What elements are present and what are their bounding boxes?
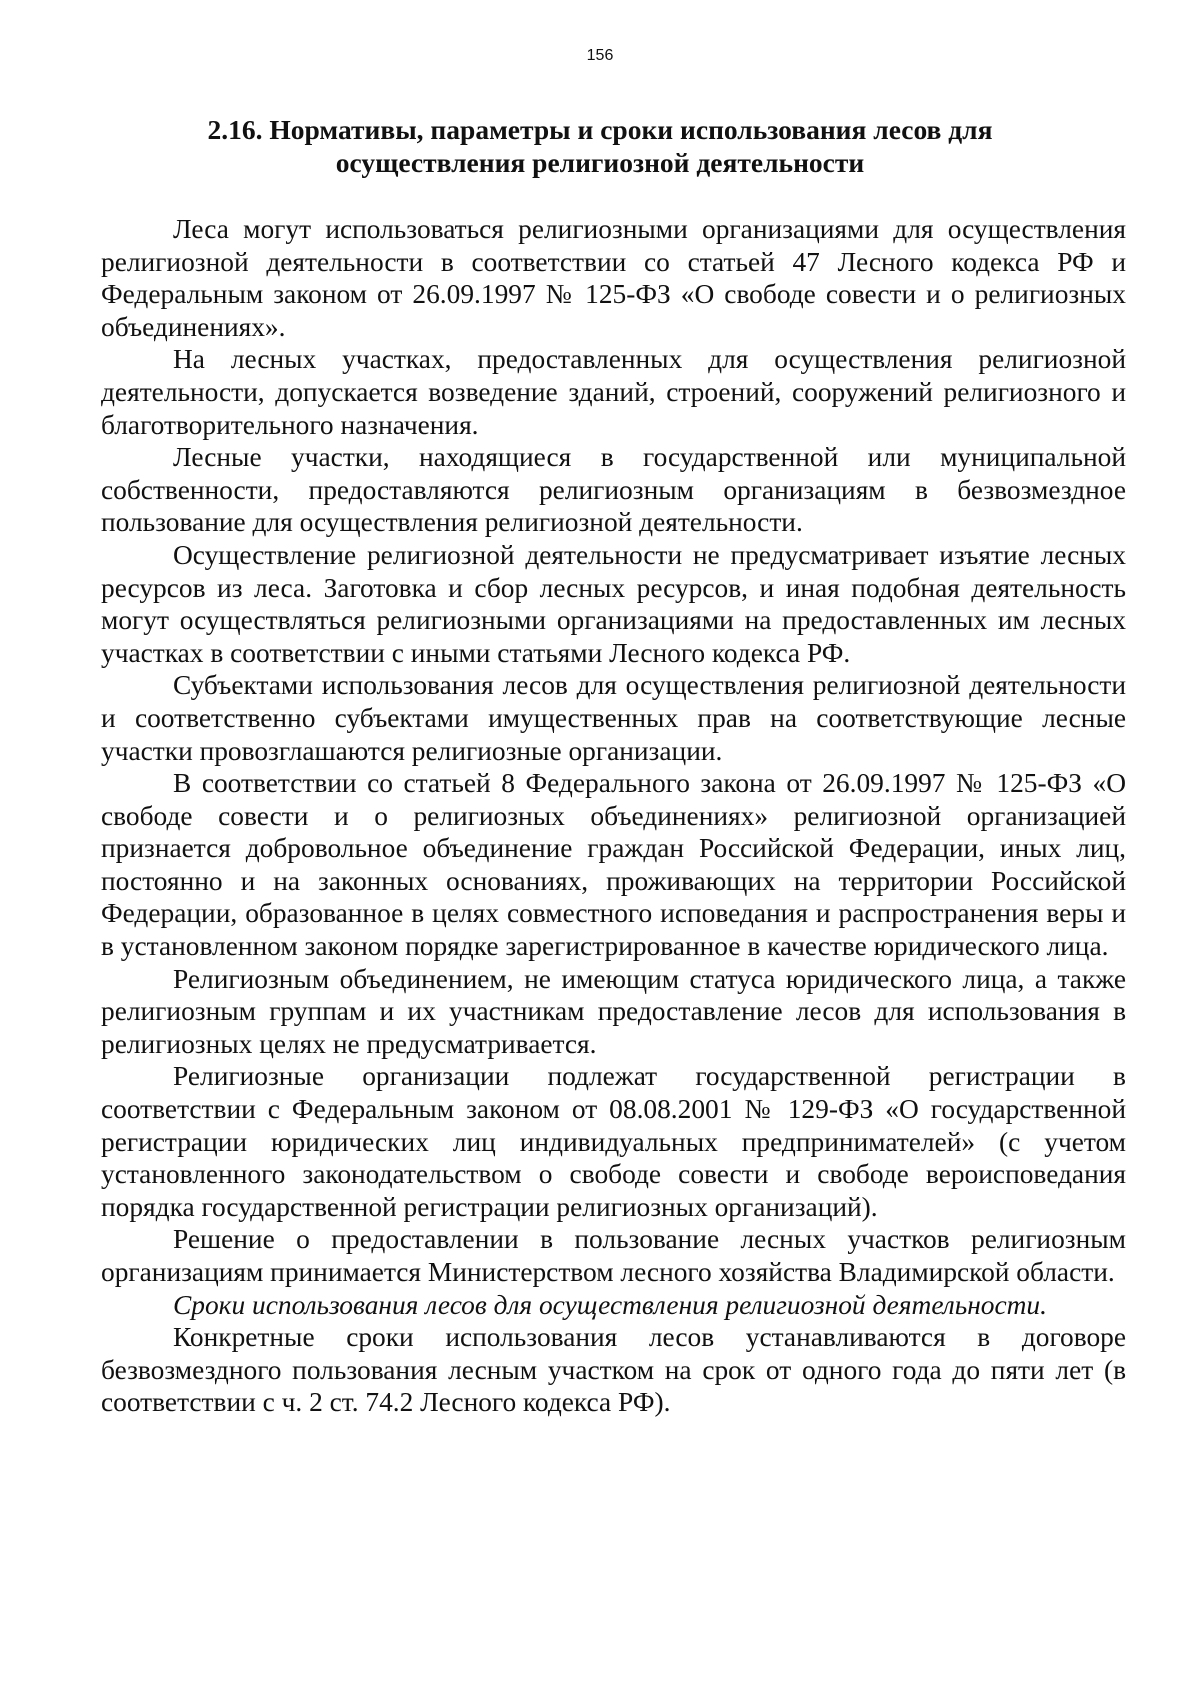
document-body (101, 213, 1126, 1419)
paragraph: Конкретные сроки использования лесов устанавливаются в договоре безвозмездного пользования лесным участком на срок от одного года до пяти лет (в соответствии с ч. 2 ст. 74.2 Лесного кодекса РФ). (101, 1322, 1126, 1418)
paragraph: В соответствии со статьей 8 Федерального закона от 26.09.1997 № 125-ФЗ «О свободе совести и о религиозных объединениях» религиозной организацией признается добровольное объединение граждан Российской Федерации, иных лиц, постоянно и на законных основаниях, проживающих на территории Российской Федерации, образованное в целях совместного исповедания и распространения веры и в установленном законом порядке зарегистрированное в качестве юридического лица. (101, 768, 1126, 962)
paragraph: Решение о предоставлении в пользование лесных участков религиозным организациям принимается Министерством лесного хозяйства Владимирской области. (101, 1224, 1126, 1287)
paragraph: Религиозным объединением, не имеющим статуса юридического лица, а также религиозным группам и их участникам предоставление лесов для использования в религиозных целях не предусматривается. (101, 963, 1126, 1059)
section-heading: 2.16. Нормативы, параметры и сроки использования лесов для осуществления религиозной деятельности (207, 114, 993, 178)
paragraph: Осуществление религиозной деятельности не предусматривает изъятие лесных ресурсов из леса. Заготовка и сбор лесных ресурсов, и иная подобная деятельность могут осуществляться религиозными организациями на предоставленных им лесных участках в соответствии с иными статьями Лесного кодекса РФ. (101, 539, 1126, 668)
paragraph: Леса могут использоваться религиозными организациями для осуществления религиозной деятельности в соответствии со статьей 47 Лесного кодекса РФ и Федеральным законом от 26.09.1997 № 125-ФЗ «О свободе совести и о религиозных объединениях». (101, 214, 1126, 342)
paragraph: Лесные участки, находящиеся в государственной или муниципальной собственности, предоставляются религиозным организациям в безвозмездное пользование для осуществления религиозной деятельности. (101, 442, 1126, 538)
paragraph: Субъектами использования лесов для осуществления религиозной деятельности и соответственно субъектами имущественных прав на соответствующие лесные участки провозглашаются религиозные организации. (101, 670, 1126, 766)
italic-subheading: Сроки использования лесов для осуществления религиозной деятельности. (173, 1289, 1047, 1320)
paragraph: На лесных участках, предоставленных для осуществления религиозной деятельности, допускается возведение зданий, строений, сооружений религиозного и благотворительного назначения. (101, 344, 1126, 440)
page-number: 156 (586, 47, 614, 64)
paragraph: Религиозные организации подлежат государственной регистрации в соответствии с Федеральным законом от 08.08.2001 № 129-ФЗ «О государственной регистрации юридических лиц индивидуальных предпринимателей» (с учетом установленного законодательством о свободе совести и свободе вероисповедания порядка государственной регистрации религиозных организаций). (101, 1061, 1126, 1222)
